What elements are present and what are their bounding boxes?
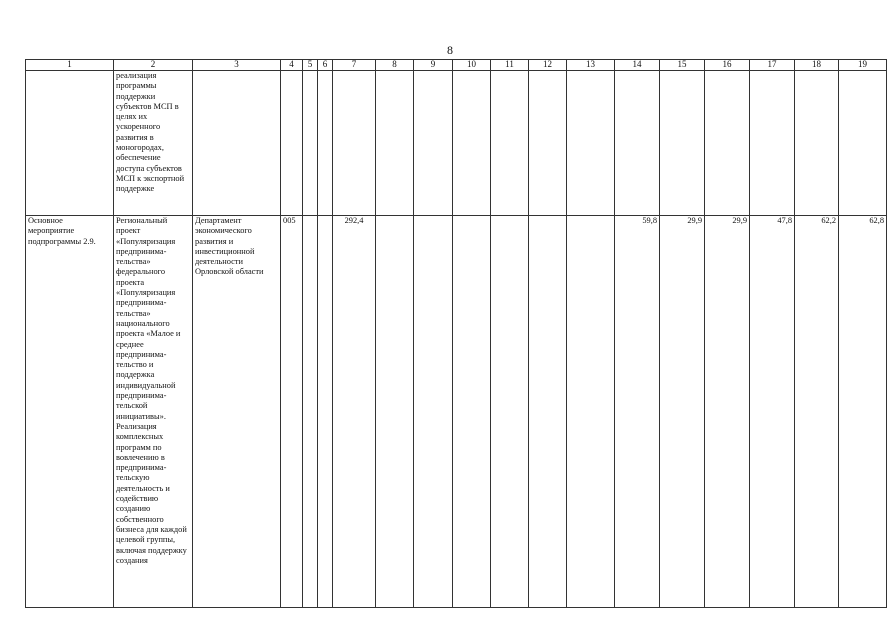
cell-col18 xyxy=(795,71,839,216)
cell-col13 xyxy=(567,216,615,608)
cell-col8 xyxy=(376,71,414,216)
cell-col17: 47,8 xyxy=(750,216,795,608)
column-header: 19 xyxy=(839,60,887,71)
column-header: 1 xyxy=(26,60,114,71)
cell-col6 xyxy=(318,216,333,608)
column-header: 3 xyxy=(193,60,281,71)
cell-col2: Региональный проект «Популяризация предпринима-тельства» федерального проекта «Популяризация предпринима-тельства» национального проекта «Малое и среднее предпринима-тельство и поддержка индивидуальной предпринима-тельской инициативы». Реализация комплексных программ по вовлечению в предпринима-тельскую деятельность и содействию созданию собственного бизнеса для каждой целевой группы, включая поддержку создания xyxy=(114,216,193,608)
column-header: 16 xyxy=(705,60,750,71)
cell-col10 xyxy=(453,71,491,216)
column-header: 11 xyxy=(491,60,529,71)
table-row xyxy=(26,71,887,216)
column-header: 15 xyxy=(660,60,705,71)
column-header: 5 xyxy=(303,60,318,71)
cell-col12 xyxy=(529,71,567,216)
cell-col7 xyxy=(333,71,376,216)
cell-col6 xyxy=(318,71,333,216)
table-row xyxy=(26,216,887,608)
cell-col5 xyxy=(303,71,318,216)
cell-col13 xyxy=(567,71,615,216)
cell-col4: 005 xyxy=(281,216,303,608)
page-number: 8 xyxy=(447,43,453,57)
cell-col19: 62,8 xyxy=(839,216,887,608)
column-header: 6 xyxy=(318,60,333,71)
cell-col14 xyxy=(615,71,660,216)
column-header: 4 xyxy=(281,60,303,71)
cell-col9 xyxy=(414,71,453,216)
column-header: 9 xyxy=(414,60,453,71)
cell-col10 xyxy=(453,216,491,608)
cell-col11 xyxy=(491,71,529,216)
column-header: 14 xyxy=(615,60,660,71)
cell-col7: 292,4 xyxy=(333,216,376,608)
column-header: 17 xyxy=(750,60,795,71)
cell-col2: реализация программы поддержки субъектов МСП в целях их ускоренного развития в моногородах, обеспечение доступа субъектов МСП к экспортной поддержке xyxy=(114,71,193,216)
cell-col1: Основное мероприятие подпрограммы 2.9. xyxy=(26,216,114,608)
cell-col9 xyxy=(414,216,453,608)
cell-col3: Департамент экономического развития и инвестиционной деятельности Орловской области xyxy=(193,216,281,608)
table-header-row xyxy=(26,60,887,71)
program-table xyxy=(25,59,887,608)
cell-col4 xyxy=(281,71,303,216)
cell-col16: 29,9 xyxy=(705,216,750,608)
cell-col14: 59,8 xyxy=(615,216,660,608)
cell-col17 xyxy=(750,71,795,216)
cell-col12 xyxy=(529,216,567,608)
column-header: 12 xyxy=(529,60,567,71)
cell-col16 xyxy=(705,71,750,216)
column-header: 10 xyxy=(453,60,491,71)
cell-col18: 62,2 xyxy=(795,216,839,608)
cell-col1 xyxy=(26,71,114,216)
cell-col8 xyxy=(376,216,414,608)
cell-col15 xyxy=(660,71,705,216)
cell-col11 xyxy=(491,216,529,608)
cell-col3 xyxy=(193,71,281,216)
cell-col15: 29,9 xyxy=(660,216,705,608)
column-header: 8 xyxy=(376,60,414,71)
column-header: 7 xyxy=(333,60,376,71)
cell-col19 xyxy=(839,71,887,216)
column-header: 13 xyxy=(567,60,615,71)
column-header: 18 xyxy=(795,60,839,71)
column-header: 2 xyxy=(114,60,193,71)
cell-col5 xyxy=(303,216,318,608)
